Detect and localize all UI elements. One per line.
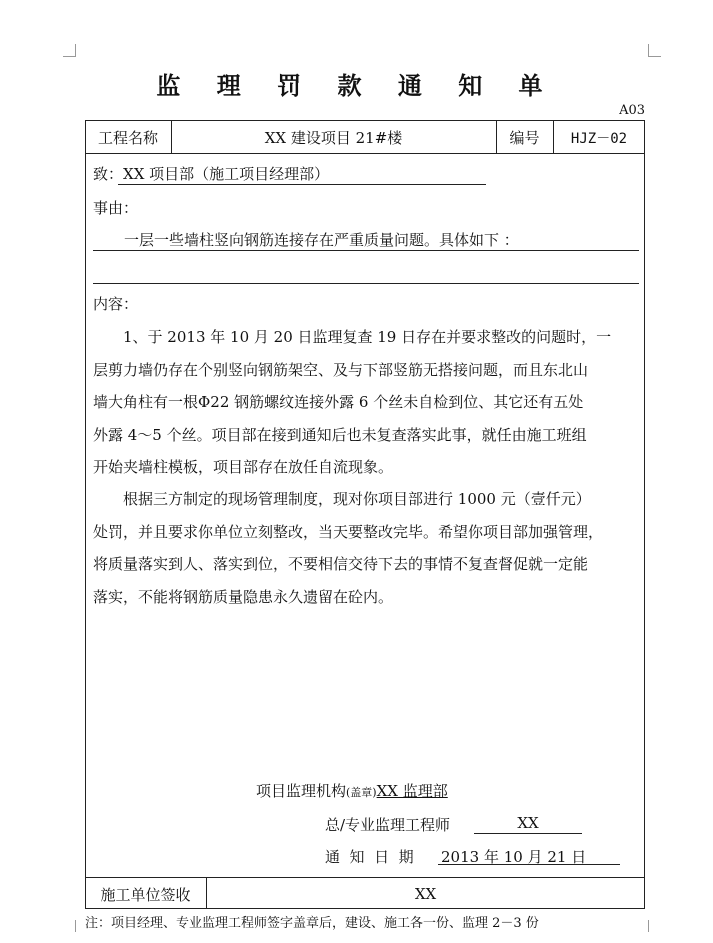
paragraph-line: 根据三方制定的现场管理制度，现对你项目部进行 1000 元（壹仟元） [123, 490, 591, 508]
number-label: 编号 [509, 129, 540, 147]
number-value: HJZ－02 [570, 131, 628, 147]
project-name-label: 工程名称 [97, 129, 158, 147]
paragraph-line: 层剪力墙仍存在个别竖向钢筋架空、及与下部竖筋无搭接问题，而且东北山 [93, 360, 589, 379]
supervision-org-row [256, 780, 448, 801]
document-title: 监 理 罚 款 通 知 单 [156, 71, 557, 100]
paragraph-line: 外露 4～5 个丝。项目部在接到通知后也未复查落实此事，就任由施工班组 [93, 425, 587, 444]
supervision-org-value: XX 监理部 [376, 782, 448, 800]
page-corner-mark [648, 920, 661, 932]
paragraph-line: 处罚，并且要求你单位立刻整改，当天要整改完毕。希望你项目部加强管理， [93, 522, 604, 541]
subject-label: 事由： [93, 199, 139, 217]
paragraph-line: 落实，不能将钢筋质量隐患永久遗留在砼内。 [93, 587, 394, 606]
paragraph-line: 墙大角柱有一根Φ22 钢筋螺纹连接外露 6 个丝未自检到位、其它还有五处 [93, 393, 584, 411]
stamp-note: (盖章) [346, 786, 377, 799]
engineer-value: XX [517, 814, 539, 832]
table-rule [85, 877, 645, 878]
page-corner-mark [648, 44, 661, 57]
form-code: A03 [619, 103, 645, 118]
footnote: 注：项目经理、专业监理工程师签字盖章后，建设、施工各一份、监理 2－3 份 [85, 916, 539, 931]
subject-underline [93, 250, 639, 251]
content-label: 内容： [93, 295, 139, 313]
paragraph-line: 将质量落实到人、落实到位，不要相信交待下去的事情不复查督促就一定能 [93, 555, 589, 573]
page-corner-mark [63, 920, 76, 932]
notice-date-underline [438, 864, 620, 865]
content-paragraph-1 [93, 321, 639, 484]
page-corner-mark [63, 44, 76, 57]
recipient-line [93, 163, 329, 184]
contractor-sign-label: 施工单位签收 [100, 886, 191, 904]
project-name-value: XX 建设项目 21#楼 [264, 129, 403, 147]
recipient-value: XX 项目部（施工项目经理部） [123, 165, 330, 183]
recipient-label: 致： [93, 165, 124, 183]
subject-value: 一层一些墙柱竖向钢筋连接存在严重质量问题。具体如下 ： [124, 231, 519, 249]
table-rule [85, 153, 645, 154]
paragraph-line: 开始夹墙柱模板，项目部存在放任自流现象。 [93, 458, 394, 476]
notice-date-value: 2013 年 10 月 21 日 [441, 848, 587, 866]
notice-date-label: 通 知 日 期 [325, 848, 414, 866]
engineer-underline [474, 833, 582, 834]
contractor-sign-value: XX [414, 885, 437, 903]
supervision-org-label: 项目监理机构 [256, 782, 347, 800]
engineer-label: 总/专业监理工程师 [325, 816, 451, 834]
paragraph-line: 1、于 2013 年 10 月 20 日监理复查 19 日存在并要求整改的问题时，一 [123, 328, 612, 346]
subject-underline-blank [93, 283, 639, 284]
recipient-underline [118, 184, 486, 185]
content-paragraph-2 [93, 483, 639, 613]
